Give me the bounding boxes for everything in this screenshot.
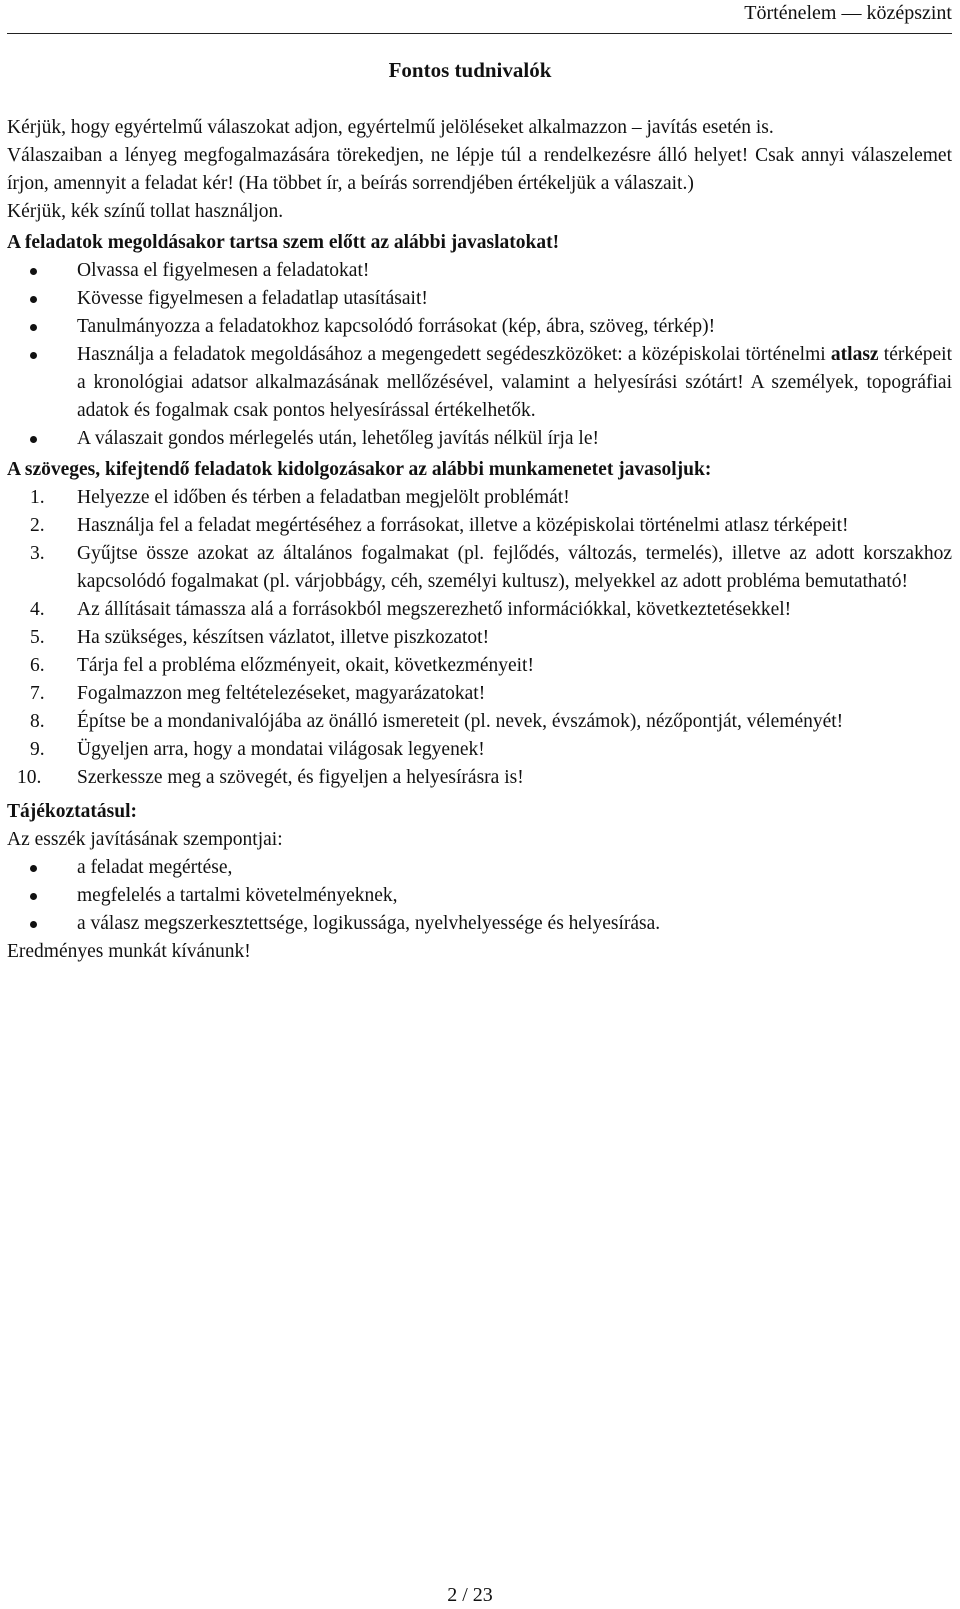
closing-text: Eredményes munkát kívánunk! bbox=[7, 941, 251, 962]
advice-item bbox=[7, 257, 952, 285]
bullet-icon bbox=[30, 893, 37, 900]
method-step bbox=[7, 484, 952, 512]
advice-item-text: A válaszait gondos mérlegelés után, lehetőleg javítás nélkül írja le! bbox=[77, 428, 599, 449]
page-number: 2 / 23 bbox=[447, 1584, 493, 1606]
bullet-icon bbox=[30, 324, 37, 331]
advice-item bbox=[7, 341, 952, 425]
step-number: 1. bbox=[30, 487, 45, 508]
method-step bbox=[7, 596, 952, 624]
step-number: 8. bbox=[30, 711, 45, 732]
method-step bbox=[7, 764, 952, 792]
advice-item bbox=[7, 313, 952, 341]
step-number: 4. bbox=[30, 599, 45, 620]
step-text: Ha szükséges, készítsen vázlatot, illetve piszkozatot! bbox=[77, 627, 490, 648]
method-step bbox=[7, 680, 952, 708]
step-text: Fogalmazzon meg feltételezéseket, magyarázatokat! bbox=[77, 683, 486, 704]
step-number: 2. bbox=[30, 515, 45, 536]
step-text: Használja fel a feladat megértéséhez a forrásokat, illetve a középiskolai történelmi atlasz térképeit! bbox=[77, 515, 849, 536]
info-item bbox=[7, 854, 952, 882]
bullet-icon bbox=[30, 865, 37, 872]
advice-item-text: Olvassa el figyelmesen a feladatokat! bbox=[77, 260, 370, 281]
step-text: Szerkessze meg a szövegét, és figyeljen a helyesírásra is! bbox=[77, 767, 524, 788]
step-number: 5. bbox=[30, 627, 45, 648]
step-text: Gyűjtse össze azokat az általános fogalmakat (pl. fejlődés, változás, termelés), illetve az adott korszakhoz kapcsolódó fogalmakat (pl. várjobbágy, céh, személyi kultusz), melyekkel az adott probléma bemutatható! bbox=[77, 543, 952, 592]
method-step bbox=[7, 540, 952, 596]
advice-item bbox=[7, 425, 952, 453]
advice-item-bold: atlasz bbox=[830, 344, 879, 365]
method-step bbox=[7, 652, 952, 680]
info-item-text: a válasz megszerkesztettsége, logikussága, nyelvhelyessége és helyesírása. bbox=[77, 913, 661, 934]
method-step bbox=[7, 624, 952, 652]
intro-paragraph-3: Kérjük, kék színű tollat használjon. bbox=[7, 201, 284, 222]
info-subheading: Az esszék javításának szempontjai: bbox=[7, 829, 283, 850]
step-text: Tárja fel a probléma előzményeit, okait, következményeit! bbox=[77, 655, 534, 676]
bullet-icon bbox=[30, 352, 37, 359]
step-number: 10. bbox=[17, 767, 42, 788]
step-text: Ügyeljen arra, hogy a mondatai világosak legyenek! bbox=[77, 739, 485, 760]
advice-item bbox=[7, 285, 952, 313]
advice-item-text-before: Használja a feladatok megoldásához a megengedett segédeszközöket: a középiskolai történelmi bbox=[77, 344, 831, 365]
bullet-icon bbox=[30, 436, 37, 443]
step-number: 6. bbox=[30, 655, 45, 676]
step-text: Az állításait támassza alá a forrásokból megszerezhető információkkal, következtetésekkel! bbox=[77, 599, 792, 620]
step-number: 3. bbox=[30, 543, 45, 564]
advice-item-text-after: térképeit a kronológiai adatsor alkalmazásának mellőzésével, valamint a helyesírási szótárt! A személyek, topográfiai adatok és fogalmak csak pontos helyesírással értékelhetők. bbox=[77, 344, 952, 421]
step-number: 7. bbox=[30, 683, 45, 704]
header-subject: Történelem — középszint bbox=[744, 2, 952, 24]
info-item bbox=[7, 882, 952, 910]
bullet-icon bbox=[30, 268, 37, 275]
intro-paragraph-1: Kérjük, hogy egyértelmű válaszokat adjon, egyértelmű jelöléseket alkalmazzon – javítás esetén is. bbox=[7, 117, 774, 138]
page-title: Fontos tudnivalók bbox=[388, 58, 552, 82]
method-step bbox=[7, 708, 952, 736]
step-text: Helyezze el időben és térben a feladatban megjelölt problémát! bbox=[77, 487, 570, 508]
bullet-icon bbox=[30, 921, 37, 928]
advice-heading: A feladatok megoldásakor tartsa szem előtt az alábbi javaslatokat! bbox=[7, 232, 560, 253]
method-step bbox=[7, 512, 952, 540]
step-number: 9. bbox=[30, 739, 45, 760]
advice-list bbox=[7, 257, 952, 453]
advice-item-text: Tanulmányozza a feladatokhoz kapcsolódó forrásokat (kép, ábra, szöveg, térkép)! bbox=[77, 316, 716, 337]
bullet-icon bbox=[30, 296, 37, 303]
info-item bbox=[7, 910, 952, 938]
info-item-text: a feladat megértése, bbox=[77, 857, 233, 878]
info-item-text: megfelelés a tartalmi követelményeknek, bbox=[77, 885, 398, 906]
method-heading: A szöveges, kifejtendő feladatok kidolgozásakor az alábbi munkamenetet javasoljuk: bbox=[7, 459, 712, 480]
step-text: Építse be a mondanivalójába az önálló ismereteit (pl. nevek, évszámok), nézőpontját, véleményét! bbox=[77, 711, 844, 732]
content bbox=[7, 114, 952, 966]
info-list bbox=[7, 854, 952, 938]
intro-paragraph-2: Válaszaiban a lényeg megfogalmazására törekedjen, ne lépje túl a rendelkezésre álló helyet! Csak annyi válaszelemet írjon, amennyit a feladat kér! (Ha többet ír, a beírás sorrendjében értékeljük a válaszait.) bbox=[7, 145, 952, 194]
info-heading: Tájékoztatásul: bbox=[7, 801, 137, 822]
header-divider bbox=[7, 33, 952, 34]
method-step bbox=[7, 736, 952, 764]
method-steps bbox=[7, 484, 952, 792]
advice-item-text: Kövesse figyelmesen a feladatlap utasításait! bbox=[77, 288, 428, 309]
